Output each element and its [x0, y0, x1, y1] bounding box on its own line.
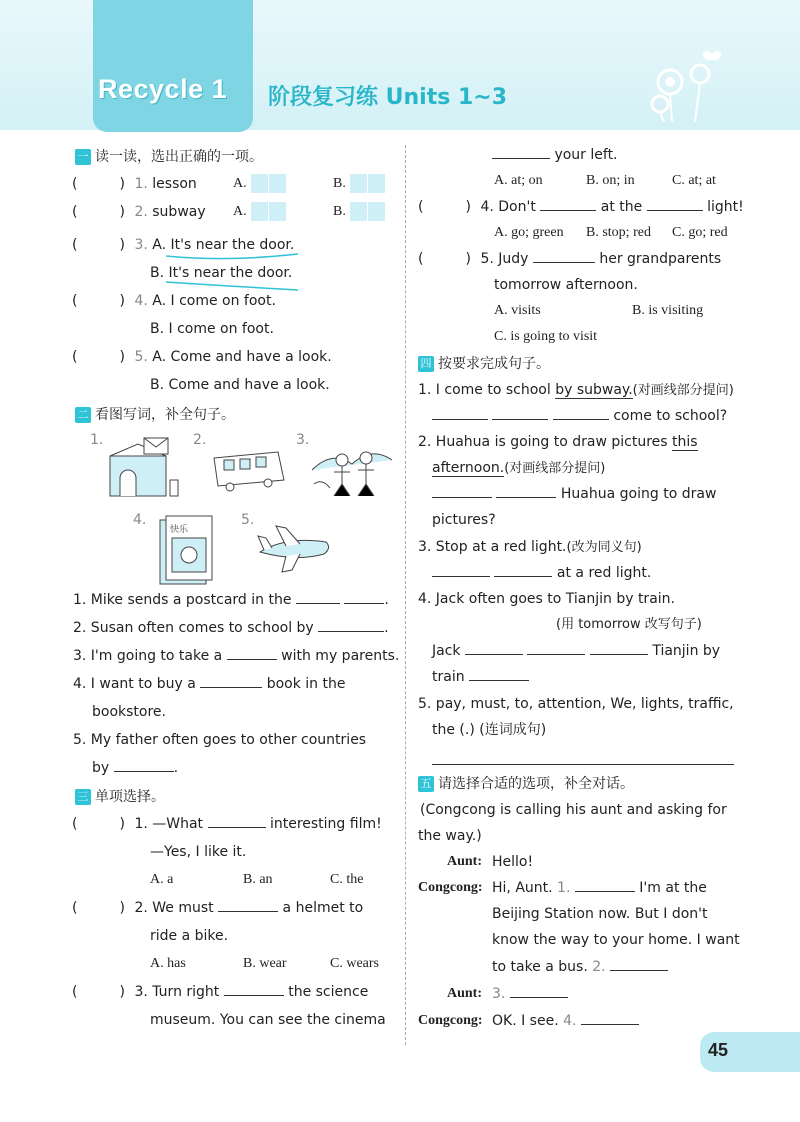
option-a[interactable]: A. Come and have a look.: [152, 349, 332, 365]
answer-paren[interactable]: ( ): [72, 900, 125, 916]
phonics-tile: [350, 202, 367, 221]
option-c[interactable]: C. is going to visit: [494, 329, 598, 344]
answer-blank[interactable]: [496, 484, 556, 498]
dialogue-line: 3.: [492, 984, 568, 1004]
underlined-phrase: afternoon.: [432, 460, 505, 476]
section-title: 请选择合适的选项，补全对话。: [438, 776, 634, 792]
question-line: tomorrow afternoon.: [494, 277, 638, 293]
section-badge: 四: [418, 356, 434, 372]
answer-blank[interactable]: [590, 641, 648, 655]
answer-blank[interactable]: [492, 145, 550, 159]
answer-blank[interactable]: [432, 484, 492, 498]
answer-blank[interactable]: [540, 197, 596, 211]
section-title: 看图写词，补全句子。: [95, 407, 235, 423]
section-badge: 二: [75, 407, 91, 423]
phonics-tile: [368, 174, 385, 193]
dialogue-line: to take a bus. 2.: [492, 957, 668, 977]
comic-book-icon: [158, 514, 214, 586]
underlined-phrase: this: [672, 434, 698, 450]
answer-paren[interactable]: ( ): [72, 349, 125, 365]
dialogue-line: Hello!: [492, 854, 534, 870]
answer-line: Jack Tianjin by: [432, 643, 721, 659]
question-row: ( ) 2. We must a helmet to: [72, 900, 364, 916]
option-a[interactable]: A. It's near the door.: [152, 237, 295, 253]
speaker-congcong: Congcong:: [418, 880, 483, 895]
fill-sentence: 3. I'm going to take a with my parents.: [73, 648, 400, 664]
question-row: ( ) 5. Judy her grandparents: [418, 251, 722, 267]
phonics-tile: [251, 202, 268, 221]
answer-line: come to school?: [432, 406, 727, 426]
option-b[interactable]: B. stop; red: [586, 225, 651, 240]
rewrite-question-cont: the (.) (连词成句): [432, 722, 547, 738]
section-title: 单项选择。: [95, 789, 165, 805]
option-b[interactable]: B. is visiting: [632, 303, 704, 318]
section-title: 按要求完成句子。: [438, 356, 550, 372]
answer-blank[interactable]: [494, 563, 552, 577]
section-badge: 三: [75, 789, 91, 805]
title-tab: [93, 0, 253, 132]
answer-blank[interactable]: [318, 618, 384, 632]
answer-blank[interactable]: [469, 667, 529, 681]
answer-blank[interactable]: [581, 1011, 639, 1025]
answer-line: at a red light.: [432, 563, 651, 583]
answer-line-full[interactable]: [432, 764, 734, 765]
section-5-heading: [418, 773, 634, 793]
answer-blank[interactable]: [432, 563, 490, 577]
rewrite-question: 4. Jack often goes to Tianjin by train.: [418, 591, 675, 607]
answer-blank[interactable]: [533, 249, 595, 263]
recycle-title: Recycle 1: [98, 74, 228, 104]
section-1-heading: [75, 146, 263, 166]
subway-train-icon: [212, 450, 286, 492]
option-c[interactable]: C. go; red: [672, 225, 728, 240]
option-b[interactable]: B. Come and have a look.: [150, 377, 330, 393]
answer-blank[interactable]: [344, 590, 384, 604]
section-badge: 五: [418, 776, 434, 792]
option-c[interactable]: C. at; at: [672, 173, 716, 188]
answer-blank[interactable]: [510, 984, 568, 998]
option-b[interactable]: B. an: [243, 872, 273, 887]
answer-paren[interactable]: ( ): [418, 251, 471, 267]
stage-title: 阶段复习练 Units 1~3: [268, 85, 508, 110]
answer-blank[interactable]: [227, 646, 277, 660]
answer-line-cont: pictures?: [432, 512, 496, 528]
fill-sentence-cont: bookstore.: [92, 704, 166, 720]
option-b[interactable]: B. on; in: [586, 173, 635, 188]
answer-line: Huahua going to draw: [432, 484, 716, 504]
option-b[interactable]: B. It's near the door.: [150, 265, 293, 281]
option-a[interactable]: A.: [233, 174, 286, 194]
answer-line-cont: train: [432, 667, 529, 687]
section-3-heading: [75, 786, 165, 806]
answer-paren[interactable]: ( ): [72, 293, 125, 309]
fill-sentence-cont: by .: [92, 760, 179, 776]
question-row: ( ) 4. Don't at the light!: [418, 199, 744, 215]
option-b[interactable]: B.: [333, 174, 385, 194]
answer-blank[interactable]: [200, 674, 262, 688]
flowers-decoration-icon: [640, 52, 760, 122]
answer-paren[interactable]: ( ): [72, 176, 125, 192]
answer-blank[interactable]: [465, 641, 523, 655]
picture-label: 3.: [296, 432, 310, 448]
section-title: 读一读，选出正确的一项。: [95, 149, 263, 165]
dialogue-line: know the way to your home. I want: [492, 932, 740, 948]
answer-paren[interactable]: ( ): [72, 204, 125, 220]
answer-blank[interactable]: [647, 197, 703, 211]
answer-blank[interactable]: [218, 898, 278, 912]
picture-label: 4.: [133, 512, 147, 528]
column-divider: [405, 145, 406, 1045]
dialogue-line: Beijing Station now. But I don't: [492, 906, 708, 922]
speaker-aunt: Aunt:: [447, 854, 483, 869]
phonics-tile: [269, 202, 286, 221]
answer-paren[interactable]: ( ): [418, 199, 471, 215]
rewrite-question: 3. Stop at a red light.(改为同义句): [418, 539, 642, 555]
dialogue-intro: (Congcong is calling his aunt and asking for: [420, 802, 727, 818]
question-row: ( ) 1. lesson: [72, 176, 197, 192]
picture-label: 5.: [241, 512, 255, 528]
option-a[interactable]: A. a: [150, 872, 174, 887]
answer-paren[interactable]: ( ): [72, 984, 125, 1000]
trip-family-icon: [312, 440, 392, 496]
picture-label: 2.: [193, 432, 207, 448]
section-2-heading: [75, 404, 235, 424]
dialogue-line: Hi, Aunt. 1. I'm at the: [492, 880, 707, 896]
intonation-curve: [166, 252, 306, 262]
question-row: ( ) 5. A. Come and have a look.: [72, 349, 332, 365]
question-row: ( ) 4. A. I come on foot.: [72, 293, 276, 309]
underlined-phrase: by subway.: [555, 382, 633, 398]
option-b[interactable]: B. I come on foot.: [150, 321, 274, 337]
answer-blank[interactable]: [432, 406, 488, 420]
option-c[interactable]: C. wears: [330, 956, 379, 971]
phonics-tile: [251, 174, 268, 193]
option-a[interactable]: A. I come on foot.: [152, 293, 276, 309]
phonics-tile: [368, 202, 385, 221]
question-line: ride a bike.: [150, 928, 229, 944]
option-b[interactable]: B.: [333, 202, 385, 222]
question-line: your left.: [492, 145, 618, 165]
rewrite-question: 2. Huahua is going to draw pictures this: [418, 434, 698, 450]
speaker-aunt: Aunt:: [447, 986, 483, 1001]
rewrite-note: (用 tomorrow 改写句子): [556, 617, 702, 632]
picture-label: 1.: [90, 432, 104, 448]
fill-sentence: 1. Mike sends a postcard in the .: [73, 592, 389, 608]
dialogue-intro-cont: the way.): [418, 828, 482, 844]
phonics-tile: [350, 174, 367, 193]
question-line: museum. You can see the cinema: [150, 1012, 386, 1028]
option-a[interactable]: A. go; green: [494, 225, 564, 240]
option-b[interactable]: B. wear: [243, 956, 287, 971]
airplane-icon: [256, 522, 334, 574]
page-number: 45: [708, 1040, 729, 1060]
question-row: ( ) 3. A. It's near the door.: [72, 237, 295, 253]
answer-blank[interactable]: [575, 878, 635, 892]
answer-blank[interactable]: [527, 641, 585, 655]
answer-paren[interactable]: ( ): [72, 816, 125, 832]
question-row: ( ) 1. —What interesting film!: [72, 816, 382, 832]
answer-blank[interactable]: [553, 406, 609, 420]
rewrite-question: 5. pay, must, to, attention, We, lights, traffic,: [418, 696, 734, 712]
post-office-icon: [108, 438, 180, 500]
question-row: ( ) 3. Turn right the science: [72, 984, 369, 1000]
answer-blank[interactable]: [224, 982, 284, 996]
answer-blank[interactable]: [610, 957, 668, 971]
intonation-curve: [166, 280, 306, 290]
rewrite-question-cont: afternoon.(对画线部分提问): [432, 460, 606, 476]
option-a[interactable]: A. visits: [494, 303, 541, 318]
option-a[interactable]: A. has: [150, 956, 186, 971]
answer-blank[interactable]: [296, 590, 340, 604]
question-line: —Yes, I like it.: [150, 844, 247, 860]
answer-blank[interactable]: [208, 814, 266, 828]
option-c[interactable]: C. the: [330, 872, 364, 887]
option-a[interactable]: A.: [233, 202, 286, 222]
phonics-tile: [269, 174, 286, 193]
section-4-heading: [418, 353, 550, 373]
question-row: ( ) 2. subway: [72, 204, 206, 220]
section-badge: 一: [75, 149, 91, 165]
book-cover-text: 快乐: [170, 525, 189, 535]
answer-blank[interactable]: [114, 758, 174, 772]
fill-sentence: 4. I want to buy a book in the: [73, 676, 346, 692]
speaker-congcong: Congcong:: [418, 1013, 483, 1028]
answer-blank[interactable]: [492, 406, 548, 420]
answer-paren[interactable]: ( ): [72, 237, 125, 253]
option-a[interactable]: A. at; on: [494, 173, 543, 188]
fill-sentence: 2. Susan often comes to school by .: [73, 620, 389, 636]
dialogue-line: OK. I see. 4.: [492, 1011, 639, 1031]
rewrite-question: 1. I come to school by subway.(对画线部分提问): [418, 382, 734, 398]
fill-sentence: 5. My father often goes to other countries: [73, 732, 367, 748]
